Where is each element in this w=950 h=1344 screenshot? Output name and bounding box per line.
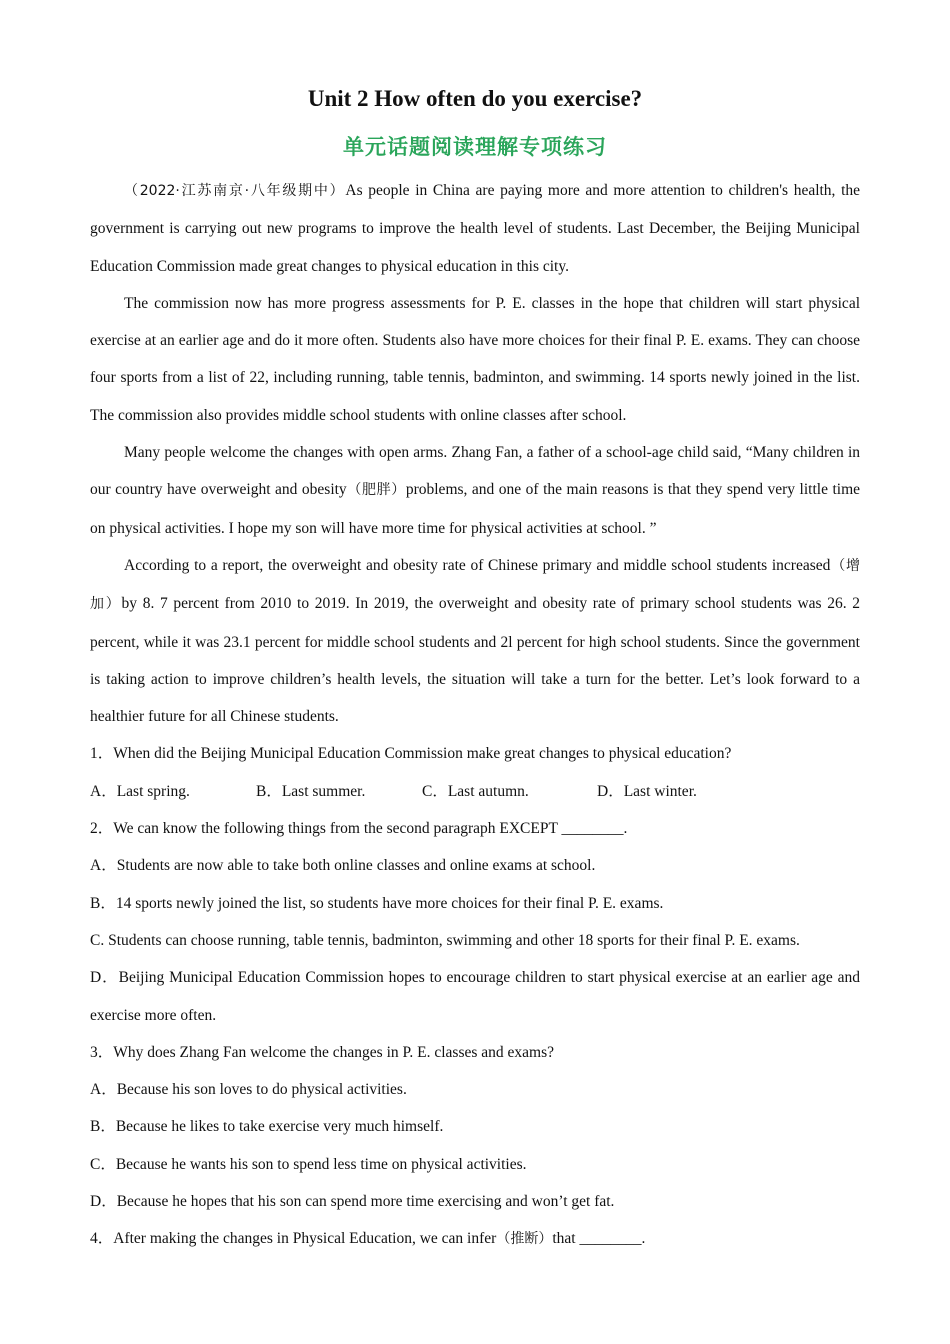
question-3-option-a: A．Because his son loves to do physical activities.: [90, 1081, 407, 1099]
paragraph-text: As people in China are paying more and more attention to children's health, the government is carrying out new programs to improve the health level of students. Last December, the Beijing Municipal Education Commission made great changes to physical education in this city.: [90, 182, 861, 275]
question-text: that ________.: [552, 1230, 646, 1248]
paragraph-text: Many people welcome the changes with open arms. Zhang Fan, a father of a school-age child said, “Many children in our country have overweight and obesity: [90, 444, 860, 499]
chinese-gloss: （推断）: [496, 1231, 553, 1248]
passage-paragraph-3: [90, 434, 860, 547]
question-3-option-d: D．Because he hopes that his son can spend more time exercising and won’t get fat.: [90, 1193, 615, 1211]
page-title: Unit 2 How often do you exercise?: [307, 86, 643, 111]
chinese-gloss: （肥胖）: [346, 482, 406, 499]
question-3-option-c: C．Because he wants his son to spend less time on physical activities.: [90, 1155, 527, 1173]
source-label: （2022·江苏南京·八年级期中）: [124, 183, 346, 199]
question-2-option-d: D．Beijing Municipal Education Commission hopes to encourage children to start physical exercise at an earlier age and exercise more often.: [90, 969, 860, 1024]
question-4-stem: [90, 1220, 860, 1258]
question-2-stem: 2．We can know the following things from the second paragraph EXCEPT ________.: [90, 820, 628, 838]
option-d: D．Last winter.: [597, 782, 697, 800]
document-body: [90, 172, 860, 1259]
passage-paragraph-1: [90, 172, 860, 285]
option-c: C．Last autumn.: [422, 782, 529, 800]
paragraph-text: by 8. 7 percent from 2010 to 2019. In 2019, the overweight and obesity rate of primary school students was 26. 2 percent, while it was 23.1 percent for middle school students and 2l percent for high school students. Since the government is taking action to improve children’s health levels, the situation will take a turn for the better. Let’s look forward to a healthier future for all Chinese students.: [90, 595, 860, 726]
paragraph-text: problems, and one of the main reasons is that they spend very little time on physical activities. I hope my son will have more time for physical activities at school. ”: [90, 481, 860, 537]
question-2-option-a: A．Students are now able to take both online classes and online exams at school.: [90, 857, 596, 875]
page-subtitle: 单元话题阅读理解专项练习: [343, 135, 607, 159]
question-3-stem: 3．Why does Zhang Fan welcome the changes in P. E. classes and exams?: [90, 1043, 555, 1061]
question-1-options: [90, 773, 860, 810]
paragraph-text: According to a report, the overweight and obesity rate of Chinese primary and middle school students increased: [124, 556, 831, 574]
question-2-option-b: B．14 sports newly joined the list, so students have more choices for their final P. E. exams.: [90, 894, 664, 912]
question-text: 4．After making the changes in Physical Education, we can infer: [90, 1230, 497, 1248]
question-3-option-b: B．Because he likes to take exercise very much himself.: [90, 1118, 444, 1136]
chinese-gloss: （增加）: [90, 557, 861, 613]
option-b: B．Last summer.: [256, 782, 366, 800]
question-1-stem: 1．When did the Beijing Municipal Education Commission make great changes to physical education?: [90, 745, 732, 763]
question-2-option-c: C. Students can choose running, table tennis, badminton, swimming and other 18 sports for their final P. E. exams.: [90, 931, 800, 949]
passage-paragraph-4: [90, 547, 860, 735]
option-a: A．Last spring.: [90, 782, 190, 800]
passage-paragraph-2: The commission now has more progress assessments for P. E. classes in the hope that children will start physical exercise at an earlier age and do it more often. Students also have more choices for their final P. E. exams. They can choose four sports from a list of 22, including running, table tennis, badminton, and swimming. 14 sports newly joined in the list. The commission also provides middle school students with online classes after school.: [90, 294, 860, 424]
